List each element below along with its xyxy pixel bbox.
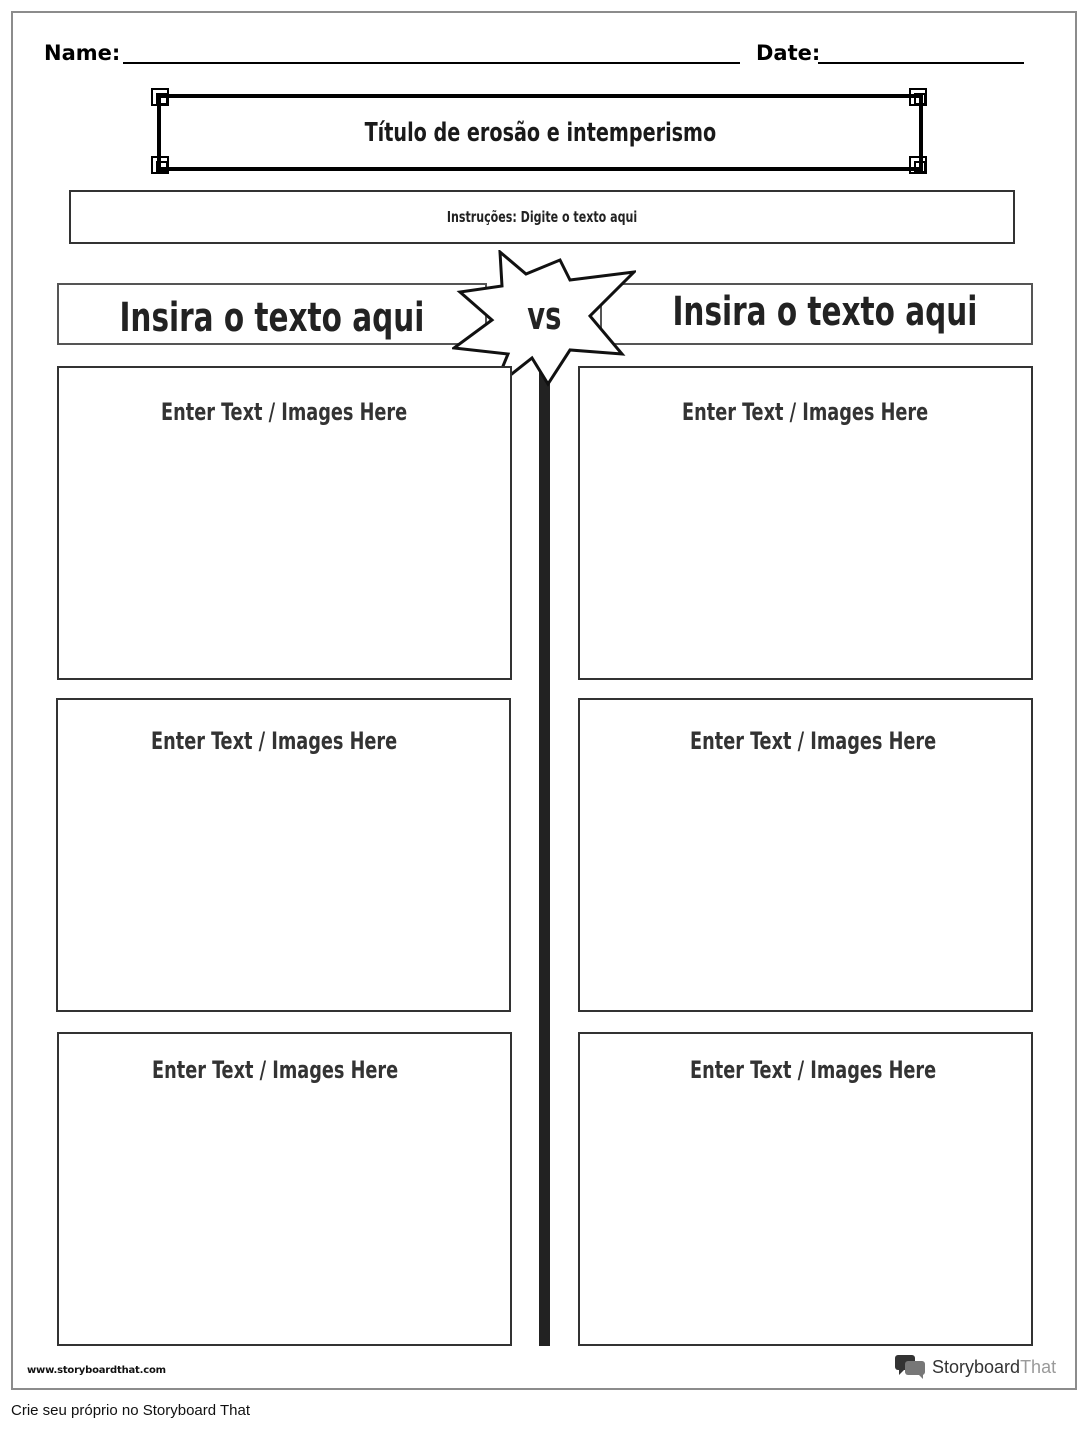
corner-decoration-icon bbox=[151, 88, 169, 106]
left-heading-box[interactable] bbox=[57, 283, 487, 345]
panel-placeholder: Enter Text / Images Here bbox=[690, 727, 937, 755]
name-field[interactable] bbox=[123, 62, 740, 64]
date-field[interactable] bbox=[818, 62, 1024, 64]
panel-placeholder: Enter Text / Images Here bbox=[682, 398, 929, 426]
right-heading: Insira o texto aqui bbox=[672, 289, 977, 335]
title-box[interactable] bbox=[157, 94, 923, 171]
create-your-own-note[interactable]: Crie seu próprio no Storyboard That bbox=[11, 1402, 251, 1419]
corner-decoration-icon bbox=[151, 156, 169, 174]
vs-label: vs bbox=[526, 294, 562, 338]
left-panel-1[interactable] bbox=[57, 366, 512, 680]
left-panel-2[interactable] bbox=[56, 698, 511, 1012]
website-url[interactable]: www.storyboardthat.com bbox=[27, 1365, 166, 1376]
panel-placeholder: Enter Text / Images Here bbox=[152, 1056, 399, 1084]
panel-placeholder: Enter Text / Images Here bbox=[151, 727, 398, 755]
right-heading-box[interactable] bbox=[600, 283, 1033, 345]
right-panel-2[interactable] bbox=[578, 698, 1033, 1012]
panel-placeholder: Enter Text / Images Here bbox=[161, 398, 408, 426]
instructions-box[interactable] bbox=[69, 190, 1015, 244]
logo-text: StoryboardThat bbox=[932, 1356, 1057, 1377]
storyboardthat-logo[interactable] bbox=[894, 1353, 1056, 1381]
center-divider bbox=[539, 366, 550, 1346]
right-panel-1[interactable] bbox=[578, 366, 1033, 680]
page-title: Título de erosão e intemperismo bbox=[364, 117, 716, 148]
panel-placeholder: Enter Text / Images Here bbox=[690, 1056, 937, 1084]
right-panel-3[interactable] bbox=[578, 1032, 1033, 1346]
left-heading: Insira o texto aqui bbox=[119, 295, 425, 341]
corner-decoration-icon bbox=[909, 88, 927, 106]
instructions-text: Instruções: Digite o texto aqui bbox=[446, 208, 638, 226]
corner-decoration-icon bbox=[909, 156, 927, 174]
name-label: Name: bbox=[44, 41, 121, 65]
speech-bubbles-icon bbox=[894, 1354, 926, 1380]
date-label: Date: bbox=[756, 41, 821, 65]
left-panel-3[interactable] bbox=[57, 1032, 512, 1346]
